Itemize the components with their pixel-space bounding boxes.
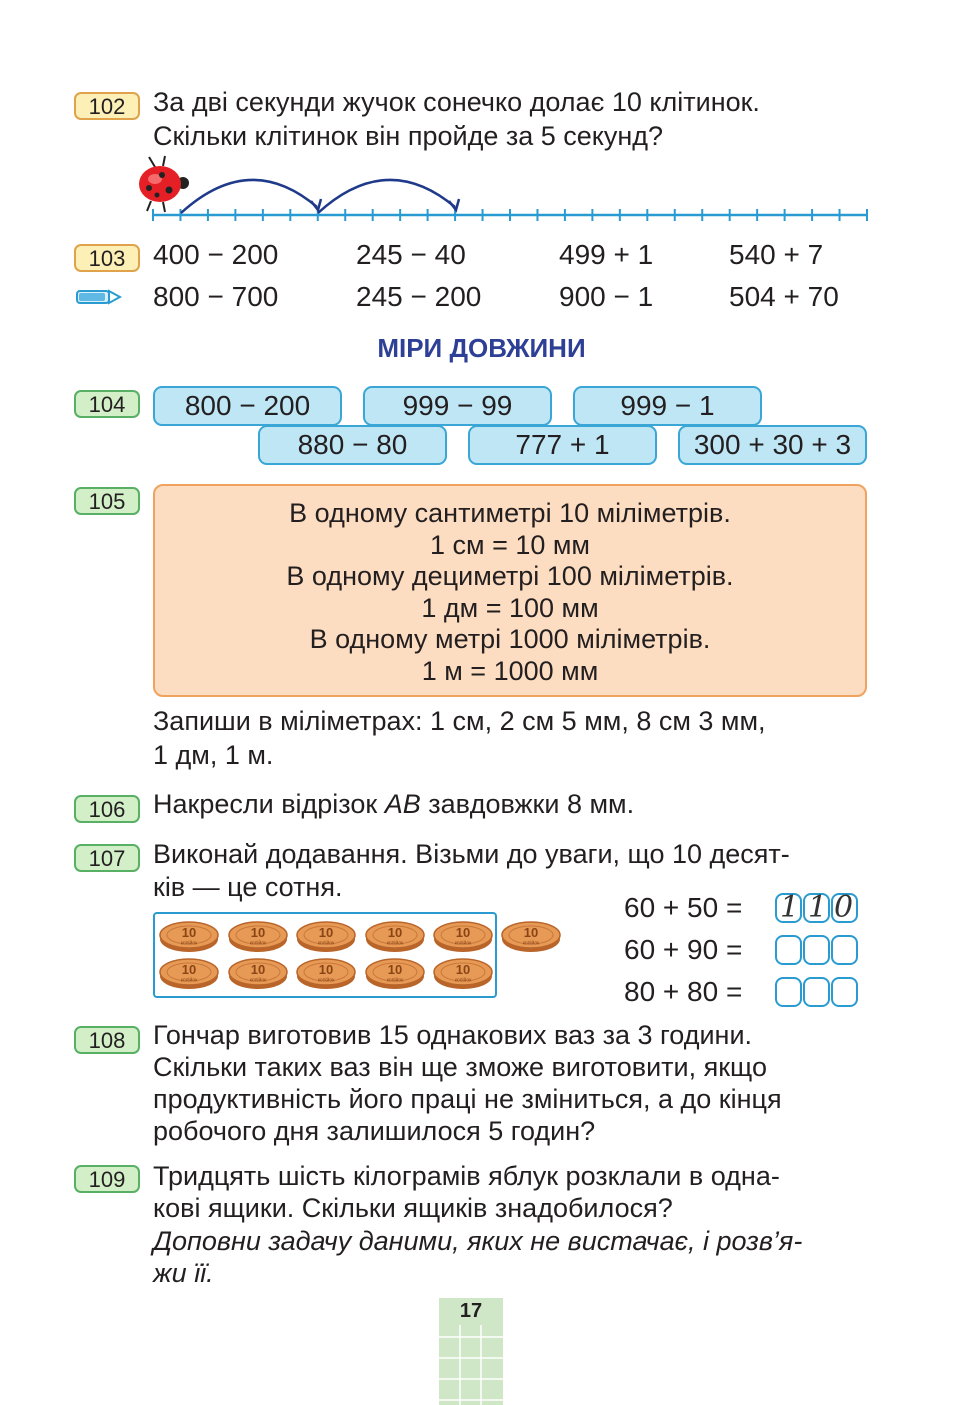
expr-pill-104-3: 999 − 1 — [573, 386, 762, 426]
task-number-109: 109 — [74, 1165, 140, 1193]
rule-line-4: 1 дм = 100 мм — [421, 592, 599, 623]
coin-10-kopecks — [364, 955, 426, 996]
coin-10-kopecks — [364, 918, 426, 959]
expr-pill-104-6: 300 + 30 + 3 — [678, 425, 867, 465]
svg-text:копійок: копійок — [180, 977, 198, 984]
page-number-block — [439, 1298, 503, 1405]
coin-10-kopecks — [432, 955, 494, 996]
jump-arc-1 — [181, 180, 317, 213]
section-heading: МІРИ ДОВЖИНИ — [377, 333, 586, 363]
task-108-line-2: Скільки таких ваз він ще зможе виготовити, якщо — [153, 1052, 767, 1082]
expr-103-r1-c3: 499 + 1 — [559, 239, 654, 270]
svg-text:10: 10 — [387, 962, 402, 977]
rule-box — [153, 484, 867, 697]
task-number-108: 108 — [74, 1026, 140, 1054]
task-108-line-4: робочого дня залишилося 5 годин? — [153, 1116, 596, 1146]
page-number: 17 — [459, 1300, 483, 1322]
svg-text:копійок: копійок — [249, 940, 266, 947]
coin-10-kopecks — [158, 918, 220, 959]
grid-pattern — [439, 1325, 503, 1405]
task-107-line-2: ків — це сотня. — [153, 872, 343, 902]
svg-text:10: 10 — [387, 925, 402, 940]
rule-line-5: В одному метрі 1000 міліметрів. — [309, 624, 711, 654]
rule-line-1: В одному сантиметрі 10 міліметрів. — [289, 498, 731, 528]
coin-10-kopecks — [295, 918, 357, 959]
svg-text:копійок: копійок — [522, 940, 540, 947]
coin-10-kopecks — [158, 955, 220, 996]
arrow-head-1 — [311, 199, 321, 210]
task-109-italic-line-2: жи її. — [153, 1258, 214, 1288]
task-106-text-b: завдовжки 8 мм. — [420, 789, 635, 819]
answer-box-2-1[interactable] — [775, 935, 802, 965]
svg-text:10: 10 — [250, 962, 265, 977]
svg-text:копійок: копійок — [317, 977, 335, 984]
ladybug-icon — [139, 156, 189, 212]
jump-arc-2 — [318, 180, 455, 213]
task-102-line-2: Скільки клітинок він пройде за 5 секунд? — [153, 121, 664, 151]
svg-text:копійок: копійок — [454, 977, 472, 984]
task-number-105: 105 — [74, 487, 140, 515]
coin-10-kopecks — [227, 955, 289, 996]
svg-text:10: 10 — [523, 925, 539, 940]
answer-box-3-1[interactable] — [775, 977, 802, 1007]
task-109-line-1: Тридцять шість кілограмів яблук розклали в одна- — [153, 1161, 780, 1191]
task-108-line-1: Гончар виготовив 15 однакових ваз за 3 години. — [153, 1020, 753, 1050]
number-line-illustration — [135, 155, 875, 225]
svg-text:10: 10 — [455, 925, 471, 940]
task-102-line-1: За дві секунди жучок сонечко долає 10 клітинок. — [153, 87, 760, 117]
pencil-icon — [76, 287, 122, 307]
expr-pill-104-1: 800 − 200 — [153, 386, 342, 426]
task-109-line-2: кові ящики. Скільки ящиків знадобилося? — [153, 1193, 673, 1223]
answer-box-3-2[interactable] — [803, 977, 830, 1007]
answer-digit-1-2: 1 — [808, 890, 828, 925]
svg-text:копійок: копійок — [454, 940, 472, 947]
svg-text:копійок: копійок — [317, 940, 335, 947]
segment-label: AB — [384, 789, 421, 819]
task-109-italic-line-1: Доповни задачу даними, яких не вистачає, і розв’я- — [153, 1226, 803, 1256]
rule-line-2: 1 см = 10 мм — [429, 529, 590, 560]
expr-103-r2-c4: 504 + 70 — [729, 281, 839, 312]
svg-text:копійок: копійок — [249, 977, 266, 984]
task-number-106: 106 — [74, 795, 140, 823]
expr-103-r1-c1: 400 − 200 — [153, 239, 279, 270]
expr-103-r1-c4: 540 + 7 — [729, 239, 824, 270]
task-106-text — [153, 788, 634, 820]
expr-103-r2-c3: 900 − 1 — [559, 281, 654, 312]
answer-box-2-2[interactable] — [803, 935, 830, 965]
task-108-line-3: продуктивність його праці не зміниться, а до кінця — [153, 1084, 782, 1114]
coin-10-kopecks — [295, 955, 357, 996]
expr-pill-104-4: 880 − 80 — [258, 425, 447, 465]
equation-107-2: 60 + 90 = — [624, 934, 743, 965]
expr-pill-104-2: 999 − 99 — [363, 386, 552, 426]
svg-text:копійок: копійок — [386, 977, 403, 984]
answer-digit-1-3: 0 — [834, 890, 854, 925]
svg-text:10: 10 — [318, 925, 334, 940]
task-number-103: 103 — [74, 244, 140, 272]
answer-box-2-3[interactable] — [831, 935, 858, 965]
coin-10-kopecks — [500, 918, 562, 959]
task-number-104: 104 — [74, 390, 140, 418]
svg-text:копійок: копійок — [386, 940, 403, 947]
svg-text:10: 10 — [181, 962, 197, 977]
coin-10-kopecks — [432, 918, 494, 959]
expr-103-r2-c1: 800 − 700 — [153, 281, 279, 312]
svg-text:10: 10 — [318, 962, 334, 977]
task-number-102: 102 — [74, 92, 140, 120]
svg-text:10: 10 — [250, 925, 265, 940]
rule-line-6: 1 м = 1000 мм — [421, 655, 599, 686]
arrow-head-2 — [449, 199, 459, 210]
task-105-line-1: Запиши в міліметрах: 1 см, 2 см 5 мм, 8 см 3 мм, — [153, 706, 766, 736]
expr-103-r1-c2: 245 − 40 — [356, 239, 466, 270]
answer-digit-1-1: 1 — [780, 890, 800, 925]
equation-107-1: 60 + 50 = — [624, 892, 743, 923]
task-number-107: 107 — [74, 844, 140, 872]
task-107-line-1: Виконай додавання. Візьми до уваги, що 10 десят- — [153, 839, 790, 869]
svg-text:10: 10 — [455, 962, 471, 977]
svg-text:10: 10 — [181, 925, 197, 940]
answer-box-3-3[interactable] — [831, 977, 858, 1007]
equation-107-3: 80 + 80 = — [624, 976, 743, 1007]
task-106-text-a: Накресли відрізок — [153, 789, 385, 819]
task-105-line-2: 1 дм, 1 м. — [153, 740, 274, 770]
rule-line-3: В одному дециметрі 100 міліметрів. — [286, 561, 734, 591]
expr-103-r2-c2: 245 − 200 — [356, 281, 482, 312]
svg-text:копійок: копійок — [180, 940, 198, 947]
coin-10-kopecks — [227, 918, 289, 959]
expr-pill-104-5: 777 + 1 — [468, 425, 657, 465]
